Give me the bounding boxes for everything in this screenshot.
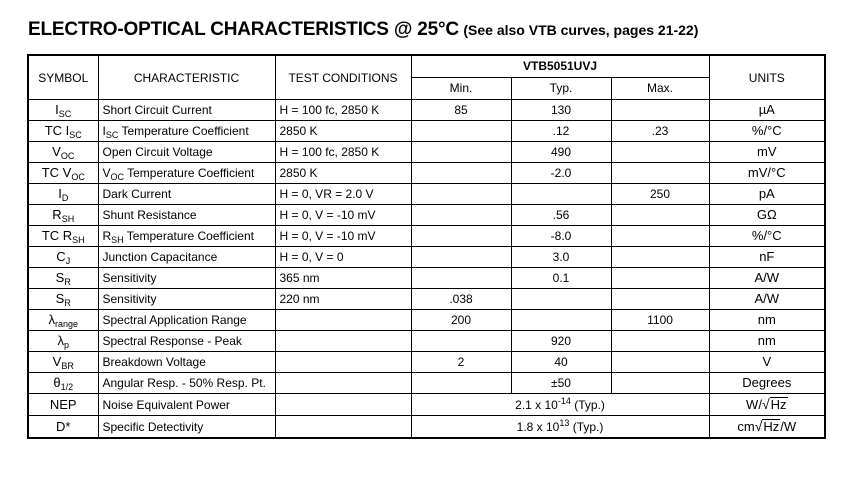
test-condition-cell: 220 nm bbox=[275, 289, 411, 310]
test-condition-cell bbox=[275, 416, 411, 439]
test-condition-cell: H = 100 fc, 2850 K bbox=[275, 142, 411, 163]
test-condition-cell: H = 0, VR = 2.0 V bbox=[275, 184, 411, 205]
characteristic-cell: Spectral Response - Peak bbox=[98, 331, 275, 352]
min-value-cell bbox=[411, 331, 511, 352]
units-cell: cm√Hz/W bbox=[709, 416, 825, 439]
test-condition-cell: H = 0, V = -10 mV bbox=[275, 226, 411, 247]
characteristic-cell: Spectral Application Range bbox=[98, 310, 275, 331]
header-part-number: VTB5051UVJ bbox=[411, 55, 709, 78]
units-cell: µA bbox=[709, 100, 825, 121]
min-value-cell bbox=[411, 184, 511, 205]
characteristic-cell: Open Circuit Voltage bbox=[98, 142, 275, 163]
characteristic-cell: Noise Equivalent Power bbox=[98, 394, 275, 416]
typ-value-cell bbox=[511, 184, 611, 205]
typ-value-cell: 3.0 bbox=[511, 247, 611, 268]
table-row bbox=[28, 331, 825, 352]
symbol-cell: $R_{SH}$ bbox=[28, 205, 98, 226]
min-value-cell bbox=[411, 142, 511, 163]
typ-value-cell bbox=[511, 310, 611, 331]
max-value-cell: 250 bbox=[611, 184, 709, 205]
typ-value-cell: ±50 bbox=[511, 373, 611, 394]
units-cell: W/√Hz bbox=[709, 394, 825, 416]
typ-value-cell bbox=[511, 289, 611, 310]
table-row bbox=[28, 416, 825, 439]
table-row bbox=[28, 310, 825, 331]
symbol-cell: $S_R$ bbox=[28, 289, 98, 310]
units-cell: pA bbox=[709, 184, 825, 205]
symbol-cell: $V_{OC}$ bbox=[28, 142, 98, 163]
table-row bbox=[28, 373, 825, 394]
min-value-cell: 200 bbox=[411, 310, 511, 331]
units-cell: %/°C bbox=[709, 226, 825, 247]
typ-value-cell: 920 bbox=[511, 331, 611, 352]
max-value-cell bbox=[611, 226, 709, 247]
typ-value-cell: 40 bbox=[511, 352, 611, 373]
symbol-cell: $\theta_{1/2}$ bbox=[28, 373, 98, 394]
characteristic-cell: Sensitivity bbox=[98, 268, 275, 289]
symbol-cell: D* bbox=[28, 416, 98, 439]
units-cell: GΩ bbox=[709, 205, 825, 226]
symbol-cell: $V_{BR}$ bbox=[28, 352, 98, 373]
header-characteristic: CHARACTERISTIC bbox=[98, 55, 275, 100]
table-row bbox=[28, 247, 825, 268]
heading-note: (See also VTB curves, pages 21-22) bbox=[463, 22, 699, 38]
characteristic-cell: Shunt Resistance bbox=[98, 205, 275, 226]
min-value-cell bbox=[411, 373, 511, 394]
max-value-cell bbox=[611, 352, 709, 373]
test-condition-cell bbox=[275, 310, 411, 331]
header-symbol: SYMBOL bbox=[28, 55, 98, 100]
max-value-cell bbox=[611, 268, 709, 289]
typ-value-cell: 0.1 bbox=[511, 268, 611, 289]
max-value-cell: 1100 bbox=[611, 310, 709, 331]
value-cell: 2.1 x $10^{-14}$ (Typ.) bbox=[411, 394, 709, 416]
characteristic-cell: Dark Current bbox=[98, 184, 275, 205]
test-condition-cell bbox=[275, 394, 411, 416]
typ-value-cell: 490 bbox=[511, 142, 611, 163]
min-value-cell: .038 bbox=[411, 289, 511, 310]
test-condition-cell bbox=[275, 373, 411, 394]
characteristic-cell: Junction Capacitance bbox=[98, 247, 275, 268]
units-cell: %/°C bbox=[709, 121, 825, 142]
max-value-cell: .23 bbox=[611, 121, 709, 142]
header-test-conditions: TEST CONDITIONS bbox=[275, 55, 411, 100]
test-condition-cell bbox=[275, 352, 411, 373]
symbol-cell: TC $R_{SH}$ bbox=[28, 226, 98, 247]
table-row bbox=[28, 142, 825, 163]
min-value-cell bbox=[411, 205, 511, 226]
value-cell: 1.8 x $10^{13}$ (Typ.) bbox=[411, 416, 709, 439]
table-row bbox=[28, 163, 825, 184]
symbol-cell: $I_D$ bbox=[28, 184, 98, 205]
symbol-cell: $S_R$ bbox=[28, 268, 98, 289]
symbol-cell: $I_{SC}$ bbox=[28, 100, 98, 121]
symbol-cell: TC $V_{OC}$ bbox=[28, 163, 98, 184]
table-row bbox=[28, 352, 825, 373]
characteristic-cell: $I_{SC}$ Temperature Coefficient bbox=[98, 121, 275, 142]
min-value-cell: 2 bbox=[411, 352, 511, 373]
typ-value-cell: -2.0 bbox=[511, 163, 611, 184]
heading-title: ELECTRO-OPTICAL CHARACTERISTICS @ 25°C bbox=[28, 19, 459, 40]
test-condition-cell: 2850 K bbox=[275, 163, 411, 184]
min-value-cell bbox=[411, 268, 511, 289]
symbol-cell: NEP bbox=[28, 394, 98, 416]
min-value-cell bbox=[411, 163, 511, 184]
units-cell: Degrees bbox=[709, 373, 825, 394]
units-cell: nm bbox=[709, 331, 825, 352]
header-max: Max. bbox=[611, 78, 709, 100]
test-condition-cell: 365 nm bbox=[275, 268, 411, 289]
table-row bbox=[28, 205, 825, 226]
symbol-cell: TC $I_{SC}$ bbox=[28, 121, 98, 142]
max-value-cell bbox=[611, 163, 709, 184]
test-condition-cell bbox=[275, 331, 411, 352]
table-row bbox=[28, 100, 825, 121]
typ-value-cell: -8.0 bbox=[511, 226, 611, 247]
max-value-cell bbox=[611, 142, 709, 163]
characteristic-cell: Short Circuit Current bbox=[98, 100, 275, 121]
test-condition-cell: 2850 K bbox=[275, 121, 411, 142]
section-heading bbox=[28, 19, 698, 41]
characteristic-cell: Specific Detectivity bbox=[98, 416, 275, 439]
table-row bbox=[28, 268, 825, 289]
symbol-cell: $\lambda_{range}$ bbox=[28, 310, 98, 331]
symbol-cell: $C_J$ bbox=[28, 247, 98, 268]
max-value-cell bbox=[611, 373, 709, 394]
min-value-cell bbox=[411, 226, 511, 247]
test-condition-cell: H = 0, V = -10 mV bbox=[275, 205, 411, 226]
units-cell: V bbox=[709, 352, 825, 373]
min-value-cell bbox=[411, 121, 511, 142]
header-min: Min. bbox=[411, 78, 511, 100]
characteristic-cell: Sensitivity bbox=[98, 289, 275, 310]
min-value-cell bbox=[411, 247, 511, 268]
units-cell: mV/°C bbox=[709, 163, 825, 184]
table-row bbox=[28, 394, 825, 416]
table-row bbox=[28, 226, 825, 247]
table-body bbox=[28, 100, 825, 439]
test-condition-cell: H = 100 fc, 2850 K bbox=[275, 100, 411, 121]
typ-value-cell: 130 bbox=[511, 100, 611, 121]
max-value-cell bbox=[611, 205, 709, 226]
table-row bbox=[28, 121, 825, 142]
typ-value-cell: .56 bbox=[511, 205, 611, 226]
header-typ: Typ. bbox=[511, 78, 611, 100]
characteristic-cell: Breakdown Voltage bbox=[98, 352, 275, 373]
table-row bbox=[28, 289, 825, 310]
units-cell: nF bbox=[709, 247, 825, 268]
units-cell: A/W bbox=[709, 289, 825, 310]
symbol-cell: $\lambda_p$ bbox=[28, 331, 98, 352]
units-cell: nm bbox=[709, 310, 825, 331]
max-value-cell bbox=[611, 100, 709, 121]
header-units: UNITS bbox=[709, 55, 825, 100]
test-condition-cell: H = 0, V = 0 bbox=[275, 247, 411, 268]
characteristic-cell: $R_{SH}$ Temperature Coefficient bbox=[98, 226, 275, 247]
units-cell: A/W bbox=[709, 268, 825, 289]
characteristic-cell: Angular Resp. - 50% Resp. Pt. bbox=[98, 373, 275, 394]
characteristic-cell: $V_{OC}$ Temperature Coefficient bbox=[98, 163, 275, 184]
max-value-cell bbox=[611, 331, 709, 352]
min-value-cell: 85 bbox=[411, 100, 511, 121]
characteristics-table bbox=[27, 54, 826, 439]
table-row bbox=[28, 184, 825, 205]
typ-value-cell: .12 bbox=[511, 121, 611, 142]
units-cell: mV bbox=[709, 142, 825, 163]
max-value-cell bbox=[611, 247, 709, 268]
max-value-cell bbox=[611, 289, 709, 310]
